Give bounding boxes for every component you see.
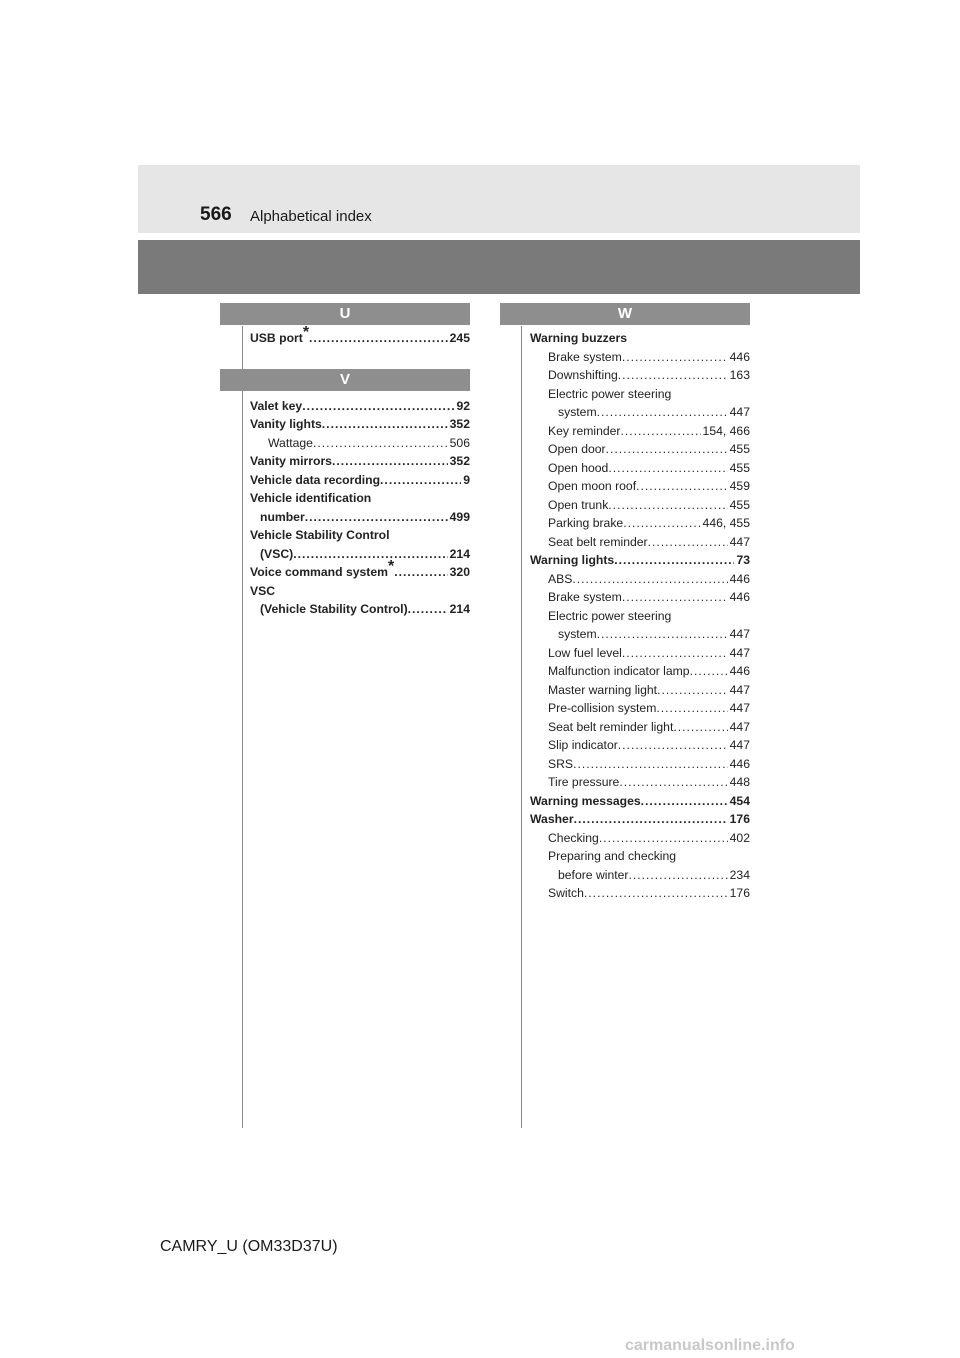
index-entry: VSC xyxy=(250,583,276,598)
index-subentry: Seat belt reminder ..... 447 xyxy=(530,533,750,552)
index-entry: Valet key ..... 92 xyxy=(250,397,470,416)
index-entry: Warning buzzers xyxy=(530,331,628,345)
index-subentry: Pre-collision system ..... 447 xyxy=(530,699,750,718)
index-entry: Vehicle identification xyxy=(250,491,372,505)
watermark: carmanualsonline.info xyxy=(625,1337,795,1354)
index-entry: Washer ..... 176 xyxy=(530,810,750,829)
index-subentry: Switch ..... 176 xyxy=(530,884,750,903)
index-subentry: Slip indicator ..... 447 xyxy=(530,736,750,755)
letter-heading-w: W xyxy=(500,303,750,325)
left-column xyxy=(240,303,470,619)
header-band xyxy=(138,165,860,233)
index-subentry: Malfunction indicator lamp ..... 446 xyxy=(530,662,750,681)
index-subentry: Brake system ..... 446 xyxy=(530,588,750,607)
index-entry-continued: (VSC) ..... 214 xyxy=(250,545,470,564)
index-entry: USB port* ..... 245 xyxy=(250,329,470,348)
index-subentry: Checking ..... 402 xyxy=(530,829,750,848)
index-subentry: Open door ..... 455 xyxy=(530,440,750,459)
index-entry: Vehicle Stability Control xyxy=(250,528,390,542)
asterisk-icon: * xyxy=(302,324,310,341)
index-entry: Vanity lights ..... 352 xyxy=(250,415,470,434)
index-subentry: Preparing and checking xyxy=(548,849,677,863)
index-subentry: Open moon roof ..... 459 xyxy=(530,477,750,496)
header-bar xyxy=(138,240,860,294)
index-subentry: Tire pressure ..... 448 xyxy=(530,773,750,792)
page-number: 566 xyxy=(200,204,232,225)
index-entry: Voice command system* ..... 320 xyxy=(250,563,470,582)
index-subentry: Open trunk ..... 455 xyxy=(530,496,750,515)
right-column xyxy=(520,303,750,903)
index-subentry: Seat belt reminder light ..... 447 xyxy=(530,718,750,737)
index-entry: Vanity mirrors ..... 352 xyxy=(250,452,470,471)
index-subentry: Brake system ..... 446 xyxy=(530,348,750,367)
footer-model: CAMRY_U (OM33D37U) xyxy=(160,1238,338,1255)
index-entry-continued: (Vehicle Stability Control) ..... 214 xyxy=(250,600,470,619)
index-subentry: Wattage ..... 506 xyxy=(250,434,470,453)
index-subentry: Electric power steering xyxy=(548,608,672,623)
index-subentry: Downshifting ..... 163 xyxy=(530,366,750,385)
index-subentry: Master warning light ..... 447 xyxy=(530,681,750,700)
index-subentry-continued: system ..... 447 xyxy=(530,403,750,422)
index-subentry: Open hood ..... 455 xyxy=(530,459,750,478)
letter-heading-u: U xyxy=(220,303,470,325)
index-subentry-continued: system ..... 447 xyxy=(530,625,750,644)
index-subentry: Electric power steering xyxy=(548,386,672,401)
index-subentry: Key reminder ..... 154, 466 xyxy=(530,422,750,441)
index-entry: Vehicle data recording ..... 9 xyxy=(250,471,470,490)
asterisk-icon: * xyxy=(387,558,395,575)
index-subentry: Low fuel level ..... 447 xyxy=(530,644,750,663)
letter-heading-v: V xyxy=(220,369,470,391)
index-subentry: Parking brake ..... 446, 455 xyxy=(530,514,750,533)
section-title: Alphabetical index xyxy=(250,208,372,225)
index-entry-continued: number ..... 499 xyxy=(250,508,470,527)
index-subentry: ABS ..... 446 xyxy=(530,570,750,589)
index-entry: Warning lights ..... 73 xyxy=(530,551,750,570)
index-subentry: SRS ..... 446 xyxy=(530,755,750,774)
index-subentry-continued: before winter ..... 234 xyxy=(530,866,750,885)
index-entry: Warning messages ..... 454 xyxy=(530,792,750,811)
